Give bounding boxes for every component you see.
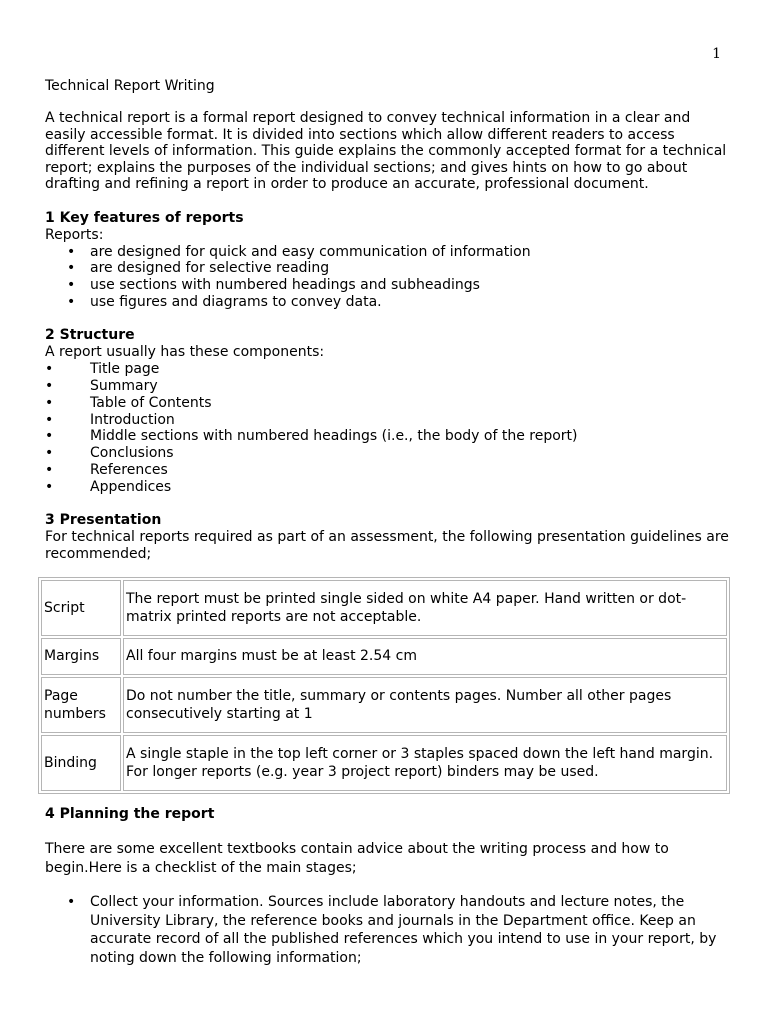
key-features-list [45,244,735,312]
table-cell-text: Do not number the title, summary or contents pages. Number all other pages consecutively starting at 1 [123,677,727,733]
section-4-heading: 4 Planning the report [45,806,215,822]
table-row [41,638,727,675]
section-3-heading: 3 Presentation [45,512,162,529]
bullet-icon: • [45,462,54,479]
planning-list [45,893,735,968]
bullet-icon: • [67,277,76,294]
list-item: • Introduction [45,411,175,428]
section-4 [45,805,735,968]
table-cell-label: Binding [41,735,121,791]
bullet-icon: • [45,360,54,377]
list-item: • Title page [45,360,160,377]
table-row [41,677,727,733]
bullet-icon: • [67,294,76,311]
section-3-lead: For technical reports required as part of an assessment, the following presentation guidelines are recommended; [45,529,729,562]
bullet-icon: • [67,260,76,277]
bullet-icon: • [45,377,54,394]
bullet-icon: • [45,411,54,428]
list-item: • are designed for selective reading [67,260,330,277]
table-cell-label: Margins [41,638,121,675]
list-item: • use sections with numbered headings and subheadings [67,277,480,294]
page-number: 1 [712,46,721,62]
intro-paragraph: A technical report is a formal report designed to convey technical information in a clear and easily accessible format. It is divided into sections which allow different readers to access different levels of information. This guide explains the commonly accepted format for a technical report; explains the purposes of the individual sections; and gives hints on how to go about drafting and refining a report in order to produce an accurate, professional document. [45,110,727,193]
section-2-lead: A report usually has these components: [45,344,325,361]
list-item: • are designed for quick and easy communication of information [67,243,531,260]
table-row [41,580,727,636]
table-cell-label: Script [41,580,121,636]
table-cell-text: The report must be printed single sided on white A4 paper. Hand written or dot-matrix printed reports are not acceptable. [123,580,727,636]
presentation-guidelines-table [38,577,730,794]
table-row [41,735,727,791]
list-item: • Table of Contents [45,394,212,411]
bullet-icon: • [45,394,54,411]
section-1-lead: Reports: [45,226,104,243]
list-item: • Middle sections with numbered headings (i.e., the body of the report) [45,428,578,445]
list-item: • Appendices [45,479,172,496]
bullet-icon: • [45,479,54,496]
bullet-icon: • [45,445,54,462]
structure-list [45,361,735,496]
document-title: Technical Report Writing [45,78,215,94]
document-body [45,78,735,562]
list-item: • Conclusions [45,445,174,462]
list-item: • Collect your information. Sources include laboratory handouts and lecture notes, the University Library, the reference books and journals in the Department office. Keep an accurate record of all the published references which you intend to use in your report, by noting down the following information; [67,894,717,967]
table-cell-text: A single staple in the top left corner or 3 staples spaced down the left hand margin. For longer reports (e.g. year 3 project report) binders may be used. [123,735,727,791]
list-item: • Summary [45,377,158,394]
table-cell-label: Page numbers [41,677,121,733]
list-item: • use figures and diagrams to convey data. [67,294,382,311]
section-4-paragraph: There are some excellent textbooks contain advice about the writing process and how to begin.Here is a checklist of the main stages; [45,841,669,876]
bullet-icon: • [67,894,76,910]
section-1-heading: 1 Key features of reports [45,209,244,226]
bullet-icon: • [45,428,54,445]
bullet-icon: • [67,243,76,260]
list-item: • References [45,462,168,479]
table-cell-text: All four margins must be at least 2.54 cm [123,638,727,675]
section-2-heading: 2 Structure [45,327,135,344]
